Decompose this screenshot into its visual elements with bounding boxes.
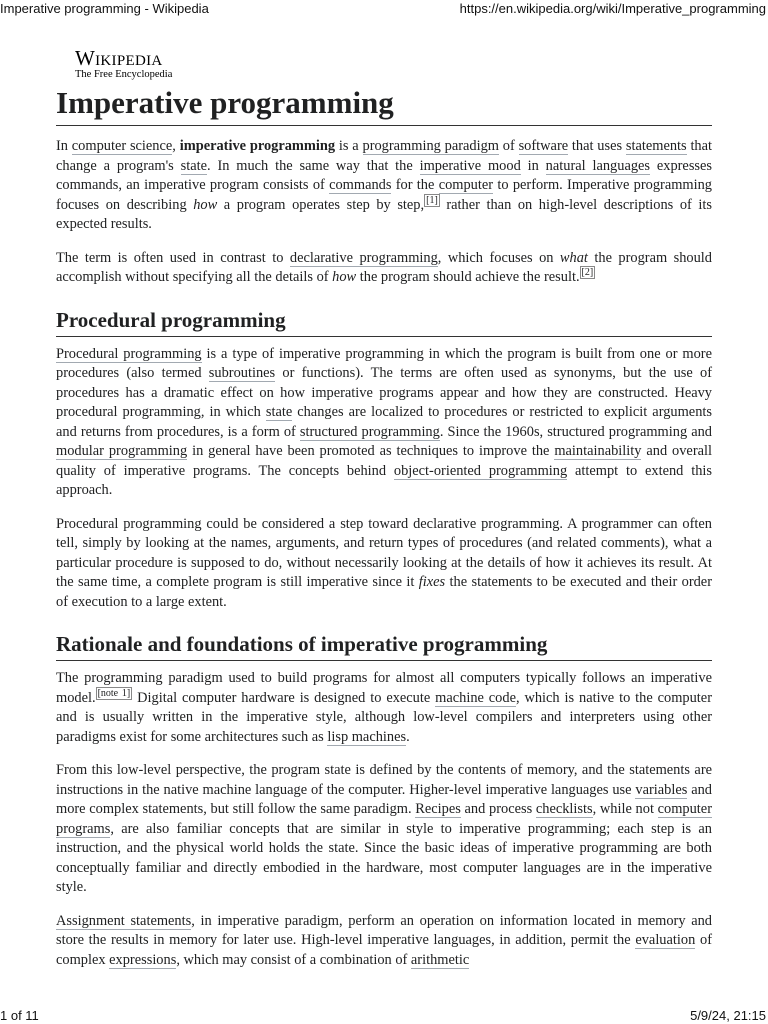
link-expressions[interactable]: expressions <box>109 951 177 968</box>
link-lisp-machines[interactable]: lisp machines <box>327 728 407 745</box>
intro-paragraph-1: In computer science, imperative programming is a programming paradigm of software that uses statements that change a program's state. In much the same way that the imperative mood in natural languages expresses commands, an imperative program consists of commands for the computer to perform. Imperative programming focuses on describing how a program operates step by step, [1] rather than on high-level descriptions of its expected results. <box>56 138 713 232</box>
rationale-paragraph-2: From this low-level perspective, the program state is defined by the contents of memory, and the statements are instructions in the native machine language of the computer. Higher-level imperative languages use variables and more complex statements, but still follow the same paradigm. Recipes and process checklists, while not computer programs, are also familiar concepts that are similar in style to imperative programming; each step is an instruction, and the physical world holds the state. Since the basic ideas of imperative programming are both conceptually familiar and directly embodied in the hardware, most computer languages are in the imperative style. <box>56 762 712 895</box>
link-procedural-programming[interactable]: Procedural programming <box>56 345 202 362</box>
rationale-paragraph-1: The programming paradigm used to build programs for almost all computers typically follows an imperative model. [note 1] Digital computer hardware is designed to execute machine code, which is native to the computer and is usually written in the imperative style, although low-level compilers and interpreters using other paradigms exist for some architectures such as lisp machines. <box>56 670 712 745</box>
link-modular-programming[interactable]: modular programming <box>56 443 188 459</box>
procedural-paragraph-1: Procedural programming is a type of imperative programming in which the program is built from one or more procedures (also termed subroutines or functions). The terms are often used as synonyms, but the use of procedures has a dramatic effect on how imperative programs appear and how they are constructed. Heavy procedural programming, in which state changes are localized to procedures or restricted to explicit arguments and returns from procedures, is a form of structured programming. Since the 1960s, structured programming and modular programming in general have been promoted as techniques to improve the maintainability and overall quality of imperative programs. The concepts behind object-oriented programming attempt to extend this approach. <box>56 345 712 498</box>
link-machine-code[interactable]: machine code <box>435 689 516 706</box>
link-natural-languages[interactable]: natural languages <box>545 157 651 174</box>
link-commands[interactable]: commands <box>329 177 392 193</box>
print-timestamp: 5/9/24, 21:15 <box>690 1008 766 1023</box>
intro-paragraph-2: The term is often used in contrast to declarative programming, which focuses on what the program should accomplish without specifying all the details of how the program should achieve the result. [2] <box>56 249 712 285</box>
link-computer-programs[interactable]: computer programs <box>56 801 712 837</box>
link-state[interactable]: state <box>180 157 207 174</box>
link-structured-programming[interactable]: structured programming <box>299 423 440 440</box>
link-variables[interactable]: variables <box>635 781 688 798</box>
link-state-2[interactable]: state <box>265 404 293 420</box>
link-maintainability[interactable]: maintainability <box>554 443 642 459</box>
section-heading-procedural: Procedural programming <box>56 306 712 337</box>
reference-note-1[interactable]: [note 1] <box>97 687 131 699</box>
link-computer[interactable]: computer <box>438 177 494 193</box>
link-declarative-programming[interactable]: declarative programming <box>289 249 438 266</box>
procedural-paragraph-2: Procedural programming could be considered a step toward declarative programming. A programmer can often tell, simply by looking at the names, arguments, and return types of procedures (and related comments), what a particular procedure is supposed to do, without necessarily looking at the details of how it achieves its result. At the same time, a complete program is still imperative since it fixes the statements to be executed and their order of execution to a large extent. <box>56 515 712 610</box>
page-indicator: 1 of 11 <box>0 1008 39 1023</box>
logo-tagline: The Free Encyclopedia <box>75 69 173 80</box>
link-programming-paradigm[interactable]: programming paradigm <box>362 138 499 154</box>
link-statements[interactable]: statements <box>625 138 687 154</box>
link-assignment-statements[interactable]: Assignment statements <box>56 912 192 929</box>
link-evaluation[interactable]: evaluation <box>635 932 696 948</box>
page-title: Imperative programming <box>56 82 712 126</box>
section-heading-rationale: Rationale and foundations of imperative programming <box>56 630 712 661</box>
browser-page-title: Imperative programming - Wikipedia <box>0 1 209 16</box>
link-computer-science[interactable]: computer science <box>71 138 173 154</box>
link-recipes[interactable]: Recipes <box>415 801 461 817</box>
reference-2[interactable]: [2] <box>581 267 594 279</box>
rationale-paragraph-3: Assignment statements, in imperative paradigm, perform an operation on information located in memory and store the results in memory for later use. High-level imperative languages, in addition, permit the evaluation of complex expressions, which may consist of a combination of arithmetic <box>56 912 712 968</box>
link-arithmetic[interactable]: arithmetic <box>410 951 470 968</box>
link-subroutines[interactable]: subroutines <box>208 365 276 381</box>
logo-wordmark: Wikipedia <box>75 46 163 70</box>
article-content <box>56 82 712 970</box>
link-imperative-mood[interactable]: imperative mood <box>419 157 521 174</box>
reference-1[interactable]: [1] <box>426 194 438 206</box>
link-checklists[interactable]: checklists <box>535 801 593 817</box>
bold-term: imperative programming <box>179 138 336 154</box>
link-software[interactable]: software <box>518 138 569 154</box>
wikipedia-logo[interactable] <box>75 47 172 81</box>
link-object-oriented-programming[interactable]: object-oriented programming <box>393 462 568 479</box>
browser-url[interactable]: https://en.wikipedia.org/wiki/Imperative_programming <box>459 1 766 16</box>
